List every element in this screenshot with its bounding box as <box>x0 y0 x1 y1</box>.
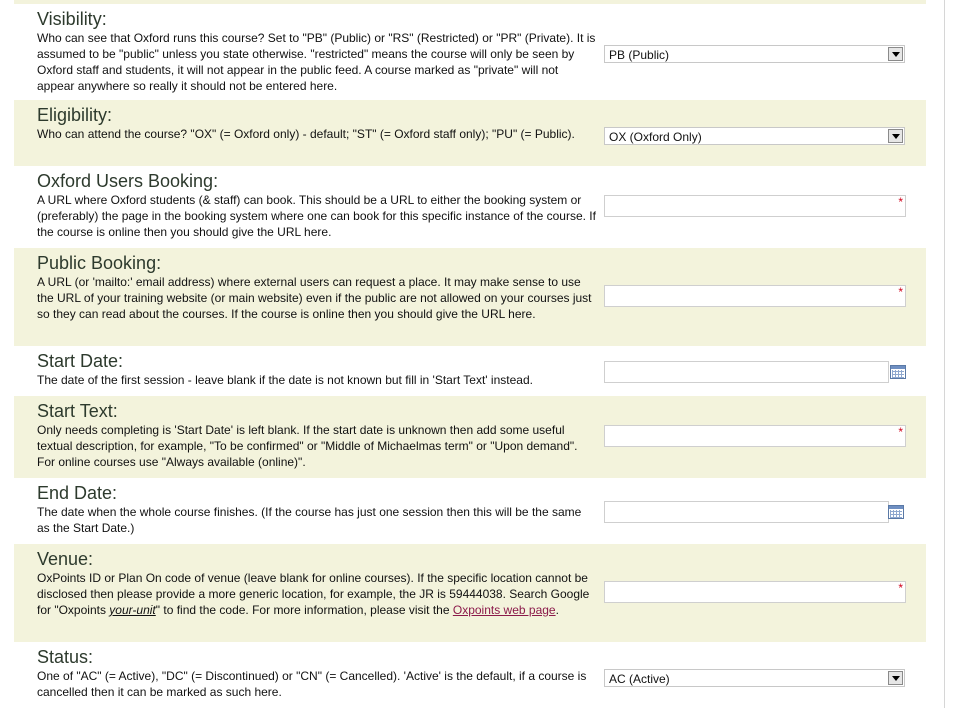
calendar-icon-header <box>891 366 905 369</box>
start-text-row <box>14 396 926 478</box>
status-select[interactable] <box>604 669 905 687</box>
start-date-text <box>37 350 597 388</box>
oxford-booking-title: Oxford Users Booking: <box>37 171 219 191</box>
calendar-icon-grid <box>890 510 902 518</box>
chevron-down-icon[interactable] <box>888 47 903 61</box>
eligibility-select[interactable] <box>604 127 905 145</box>
end-date-text <box>37 482 597 536</box>
start-date-input[interactable] <box>604 361 889 383</box>
visibility-select[interactable] <box>604 45 905 63</box>
start-date-row <box>14 346 926 396</box>
venue-description <box>37 570 597 618</box>
page-border <box>944 0 945 708</box>
end-date-row <box>14 478 926 544</box>
required-marker: * <box>898 195 903 209</box>
calendar-icon[interactable] <box>890 365 906 379</box>
status-description: One of "AC" (= Active), "DC" (= Discontinued) or "CN" (= Cancelled). 'Active' is the default, if a course is cancelled then it can be marked as such here. <box>37 669 587 699</box>
end-date-title: End Date: <box>37 483 118 503</box>
visibility-selected-value: PB (Public) <box>609 48 670 62</box>
eligibility-title: Eligibility: <box>37 105 113 125</box>
oxford-booking-description: A URL where Oxford students (& staff) can book. This should be a URL to either the booking system or (preferably) the page in the booking system where one can book for this specific instance of the course. If the course is online then you should give the URL here. <box>37 193 596 239</box>
calendar-icon[interactable] <box>888 505 904 519</box>
visibility-description: Who can see that Oxford runs this course? Set to "PB" (Public) or "RS" (Restricted) or "PR" (Private). It is assumed to be "public" unless you state otherwise. "restricted" means the course will only be seen by Oxford staff and students, it will not appear in the public feed. A course marked as "private" will not appear anywhere so really it should not be entered here. <box>37 31 596 93</box>
venue-desc-part-2: " to find the code. For more information, please visit the <box>155 603 453 617</box>
venue-text <box>37 548 597 618</box>
oxford-booking-text <box>37 170 597 240</box>
status-row <box>14 642 926 708</box>
public-booking-description: A URL (or 'mailto:' email address) where external users can request a place. It may make sense to use the URL of your training website (or main website) even if the public are not allowed on your courses just so they can read about the courses. If the course is online then you should give the URL here. <box>37 275 592 321</box>
start-text-text <box>37 400 597 470</box>
chevron-down-icon[interactable] <box>888 129 903 143</box>
end-date-description: The date when the whole course finishes. (If the course has just one session then this will be the same as the Start Date.) <box>37 505 582 535</box>
start-date-title: Start Date: <box>37 351 124 371</box>
end-date-input[interactable] <box>604 501 889 523</box>
venue-desc-emphasis: your-unit <box>109 603 156 617</box>
calendar-icon-grid <box>892 370 904 378</box>
public-booking-url-input[interactable] <box>604 285 906 307</box>
status-text <box>37 646 597 700</box>
venue-title: Venue: <box>37 549 94 569</box>
oxford-booking-row <box>14 166 926 248</box>
visibility-text <box>37 8 597 94</box>
status-title: Status: <box>37 647 94 667</box>
required-marker: * <box>898 285 903 299</box>
eligibility-text <box>37 104 597 142</box>
oxpoints-link[interactable]: Oxpoints web page <box>452 603 556 617</box>
venue-desc-part-3: . <box>555 603 559 617</box>
visibility-title: Visibility: <box>37 9 107 29</box>
venue-row <box>14 544 926 642</box>
eligibility-row <box>14 100 926 166</box>
public-booking-text <box>37 252 597 322</box>
required-marker: * <box>898 425 903 439</box>
start-date-description: The date of the first session - leave blank if the date is not known but fill in 'Start Text' instead. <box>37 373 533 387</box>
eligibility-selected-value: OX (Oxford Only) <box>609 130 702 144</box>
start-text-input[interactable] <box>604 425 906 447</box>
venue-input[interactable] <box>604 581 906 603</box>
chevron-down-icon[interactable] <box>888 671 903 685</box>
venue-desc-part-1: OxPoints ID or Plan On code of venue (leave blank for online courses). If the specific location cannot be disclosed then please provide a more generic location, for example, the JR is 59444038. Search Google for "Oxpoints <box>37 571 590 617</box>
status-selected-value: AC (Active) <box>609 672 670 686</box>
required-marker: * <box>898 581 903 595</box>
oxford-booking-url-input[interactable] <box>604 195 906 217</box>
start-text-description: Only needs completing is 'Start Date' is left blank. If the start date is unknown then add some useful textual description, for example, "To be confirmed" or "Middle of Michaelmas term" or "Upon demand". For online courses use "Always available (online)". <box>37 423 578 469</box>
public-booking-title: Public Booking: <box>37 253 162 273</box>
eligibility-description: Who can attend the course? "OX" (= Oxford only) - default; "ST" (= Oxford staff only); "PU" (= Public). <box>37 127 575 141</box>
visibility-row <box>14 4 926 100</box>
start-text-title: Start Text: <box>37 401 118 421</box>
calendar-icon-header <box>889 506 903 509</box>
public-booking-row <box>14 248 926 346</box>
